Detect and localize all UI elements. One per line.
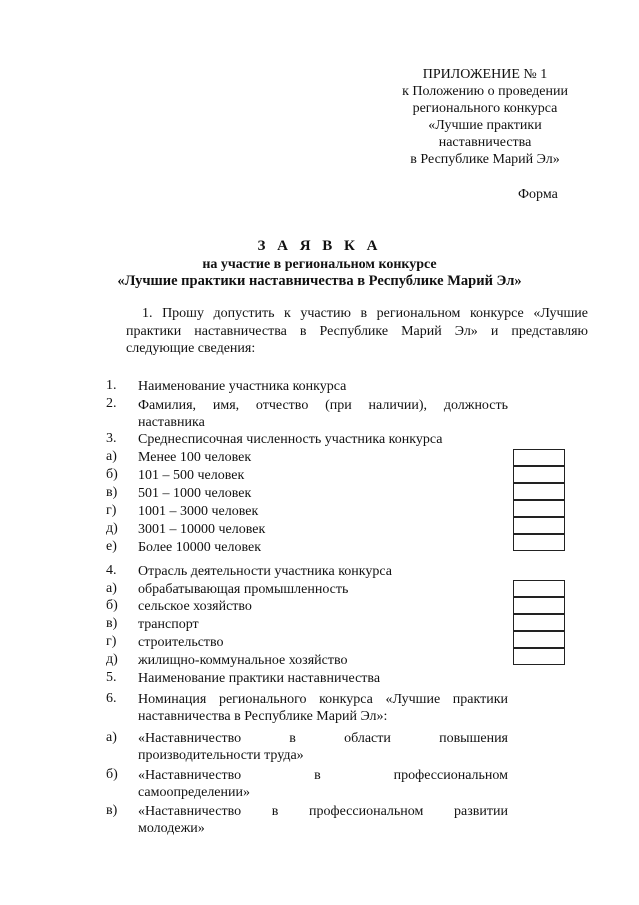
checkbox[interactable] bbox=[513, 648, 565, 665]
appendix-header-line: к Положению о проведении bbox=[402, 84, 568, 99]
item-number: 6. bbox=[106, 691, 117, 706]
form-label: Форма bbox=[518, 187, 558, 202]
checkbox[interactable] bbox=[513, 483, 565, 500]
appendix-header-line: ПРИЛОЖЕНИЕ № 1 bbox=[422, 67, 548, 82]
item-letter: д) bbox=[106, 521, 118, 536]
item-letter: е) bbox=[106, 539, 117, 554]
appendix-header-line: в Республике Марий Эл» bbox=[410, 152, 560, 167]
checkbox[interactable] bbox=[513, 517, 565, 534]
item-letter: в) bbox=[106, 485, 118, 500]
nomination-text: «Наставничество в профессиональном развитии bbox=[138, 804, 508, 819]
item-text: Наименование участника конкурса bbox=[138, 379, 347, 394]
checkbox[interactable] bbox=[513, 614, 565, 631]
checkbox[interactable] bbox=[513, 580, 565, 597]
item-letter: а) bbox=[106, 581, 117, 596]
intro-paragraph: 1. Прошу допустить к участию в региональном конкурсе «Лучшие практики наставничества в Республике Марий Эл» и представляю следующие сведения: bbox=[126, 306, 588, 356]
item-letter: в) bbox=[106, 616, 118, 631]
item-text: Отрасль деятельности участника конкурса bbox=[138, 564, 393, 579]
item-letter: д) bbox=[106, 652, 118, 667]
option-text: строительство bbox=[138, 635, 224, 650]
item-number: 3. bbox=[106, 431, 117, 446]
option-text: Более 10000 человек bbox=[138, 540, 262, 555]
item-text: Номинация регионального конкурса «Лучшие практики bbox=[138, 692, 508, 707]
appendix-header-line: «Лучшие практики bbox=[428, 118, 542, 133]
nomination-text: «Наставничество в профессиональном bbox=[138, 768, 508, 783]
nomination-text: «Наставничество в области повышения bbox=[138, 731, 508, 746]
checkbox[interactable] bbox=[513, 500, 565, 517]
item-text: наставника bbox=[138, 415, 205, 430]
contest-name: «Лучшие практики наставничества в Республике Марий Эл» bbox=[117, 273, 522, 289]
checkbox[interactable] bbox=[513, 449, 565, 466]
item-text: Среднесписочная численность участника конкурса bbox=[138, 432, 443, 447]
option-text: обрабатывающая промышленность bbox=[138, 582, 349, 597]
item-letter: б) bbox=[106, 598, 118, 613]
item-text: Фамилия, имя, отчество (при наличии), должность bbox=[138, 398, 508, 413]
option-text: транспорт bbox=[138, 617, 199, 632]
nomination-text: молодежи» bbox=[138, 821, 205, 836]
item-letter: а) bbox=[106, 449, 117, 464]
item-letter: б) bbox=[106, 467, 118, 482]
item-number: 4. bbox=[106, 563, 117, 578]
appendix-header bbox=[380, 66, 590, 168]
item-letter: г) bbox=[106, 634, 117, 649]
appendix-header-line: регионального конкурса bbox=[412, 101, 558, 116]
option-text: 1001 – 3000 человек bbox=[138, 504, 259, 519]
item-letter: г) bbox=[106, 503, 117, 518]
option-text: 501 – 1000 человек bbox=[138, 486, 252, 501]
document-title: З А Я В К А bbox=[257, 238, 382, 254]
nomination-text: самоопределении» bbox=[138, 785, 250, 800]
option-text: 101 – 500 человек bbox=[138, 468, 245, 483]
document-subtitle: на участие в региональном конкурсе bbox=[202, 257, 437, 272]
option-text: Менее 100 человек bbox=[138, 450, 252, 465]
checkbox[interactable] bbox=[513, 631, 565, 648]
item-letter: в) bbox=[106, 803, 118, 818]
option-text: 3001 – 10000 человек bbox=[138, 522, 266, 537]
item-number: 1. bbox=[106, 378, 117, 393]
item-letter: а) bbox=[106, 730, 117, 745]
item-letter: б) bbox=[106, 767, 118, 782]
appendix-header-line: наставничества bbox=[438, 135, 532, 150]
item-number: 2. bbox=[106, 396, 117, 411]
checkbox[interactable] bbox=[513, 597, 565, 614]
nomination-text: производительности труда» bbox=[138, 748, 304, 763]
checkbox[interactable] bbox=[513, 534, 565, 551]
checkbox[interactable] bbox=[513, 466, 565, 483]
item-number: 5. bbox=[106, 670, 117, 685]
option-text: жилищно-коммунальное хозяйство bbox=[138, 653, 348, 668]
option-text: сельское хозяйство bbox=[138, 599, 252, 614]
item-text: наставничества в Республике Марий Эл»: bbox=[138, 709, 388, 724]
item-text: Наименование практики наставничества bbox=[138, 671, 381, 686]
